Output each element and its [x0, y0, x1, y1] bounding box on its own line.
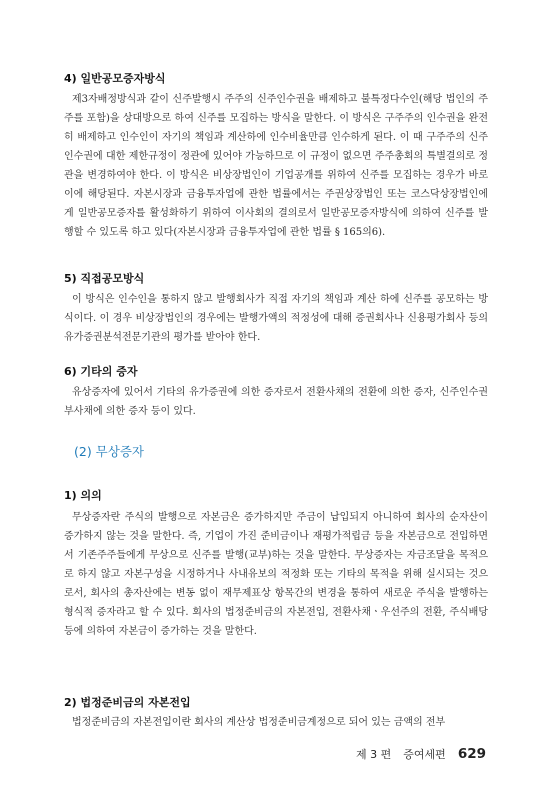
- subsection-body-meaning: 무상증자란 주식의 발행으로 자본금은 증가하지만 주금이 납입되지 아니하여 회사의 순자산이 증가하지 않는 것을 말한다. 즉, 기업이 가진 준비금이나 재평가적립금 등을 자본금으로 전입하면서 기존주주들에게 무상으로 신주를 발행(교부)하는 것을 말한다. 무상증자는 자금조달을 목적으로 하지 않고 자본구성을 시정하거나 사내유보의 적정화 또는 기타의 목적을 위해 실시되는 것으로서, 회사의 총자산에는 변동 없이 재무제표상 항목간의 변경을 통하여 새로운 주식을 발행하는 형식적 증자라고 할 수 있다. 회사의 법정준비금의 자본전입, 전환사채ㆍ우선주의 전환, 주식배당 등에 의하여 자본금이 증가하는 것을 말한다.: [64, 512, 488, 637]
- section-heading-general-public-offering: 4) 일반공모증자방식: [64, 72, 166, 85]
- major-section-heading-bonus-issue: (2) 무상증자: [74, 444, 144, 459]
- subsection-body-legal-reserve-capitalization: 법정준비금의 자본전입이란 회사의 계산상 법정준비금계정으로 되어 있는 금액의 전부: [72, 717, 446, 728]
- section-heading-other-capital-increase: 6) 기타의 증자: [64, 365, 138, 378]
- page-footer: [356, 746, 486, 762]
- footer-title: 증여세편: [403, 748, 446, 761]
- page-number: 629: [457, 746, 486, 762]
- subsection-heading-legal-reserve-capitalization: 2) 법정준비금의 자본전입: [64, 696, 191, 709]
- footer-part: 제 3 편: [356, 748, 392, 761]
- section-heading-direct-offering: 5) 직접공모방식: [64, 272, 145, 285]
- section-body-general-public-offering: 제3자배정방식과 같이 신주발행시 주주의 신주인수권을 배제하고 불특정다수인(해당 법인의 주주를 포함)을 상대방으로 하여 신주를 모집하는 방식을 말한다. 이 방식은 구주주의 인수권을 완전히 배제하고 인수인이 자기의 책임과 계산하에 인수비율만큼 인수하게 된다. 이 때 구주주의 신주인수권에 대한 제한규정이 정관에 있어야 가능하므로 이 규정이 없으면 주주총회의 특별결의로 정관을 변경하여야 한다. 이 방식은 비상장법인이 기업공개를 위하여 신주를 모집하는 경우가 바로 이에 해당된다. 자본시장과 금융투자업에 관한 법률에서는 주권상장법인 또는 코스닥상장법인에게 일반공모증자를 활성화하기 위하여 이사회의 결의로서 일반공모증자방식에 의하여 신주를 발행할 수 있도록 하고 있다(자본시장과 금융투자업에 관한 법률 § 165의6).: [64, 94, 488, 238]
- subsection-heading-meaning: 1) 의의: [64, 489, 102, 502]
- section-body-other-capital-increase: 유상증자에 있어서 기타의 유가증권에 의한 증자로서 전환사채의 전환에 의한 증자, 신주인수권부사채에 의한 증자 등이 있다.: [64, 387, 488, 417]
- section-body-direct-offering: 이 방식은 인수인을 통하지 않고 발행회사가 직접 자기의 책임과 계산 하에 신주를 공모하는 방식이다. 이 경우 비상장법인의 경우에는 발행가액의 적정성에 대해 증권회사나 신용평가회사 등의 유가증권분석전문기관의 평가를 받아야 한다.: [64, 294, 488, 343]
